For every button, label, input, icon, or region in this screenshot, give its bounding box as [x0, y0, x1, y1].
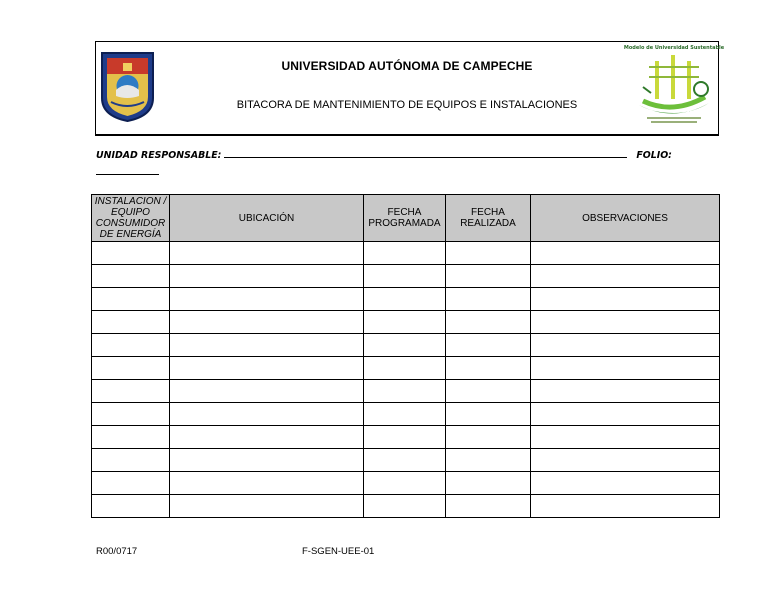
table-cell[interactable] [92, 288, 170, 311]
table-cell[interactable] [446, 472, 531, 495]
table-row [92, 472, 720, 495]
sustainable-logo-text: Modelo de Universidad Sustentable [623, 45, 725, 51]
table-cell[interactable] [446, 357, 531, 380]
header-scheduled-date: FECHA PROGRAMADA [364, 195, 446, 242]
table-row [92, 426, 720, 449]
table-cell[interactable] [364, 265, 446, 288]
maintenance-log-table [91, 194, 720, 518]
table-row [92, 380, 720, 403]
table-row [92, 334, 720, 357]
table-body [92, 242, 720, 518]
responsible-unit-field [96, 149, 716, 179]
table-cell[interactable] [364, 334, 446, 357]
table-cell[interactable] [446, 334, 531, 357]
table-header-row [92, 195, 720, 242]
table-row [92, 357, 720, 380]
table-cell[interactable] [170, 265, 364, 288]
table-row [92, 449, 720, 472]
table-cell[interactable] [92, 380, 170, 403]
table-cell[interactable] [170, 242, 364, 265]
table-cell[interactable] [92, 403, 170, 426]
table-cell[interactable] [92, 357, 170, 380]
revision-code: R00/0717 [96, 546, 138, 557]
table-cell[interactable] [92, 449, 170, 472]
table-cell[interactable] [92, 242, 170, 265]
table-cell[interactable] [531, 265, 720, 288]
table-cell[interactable] [364, 403, 446, 426]
table-cell[interactable] [446, 449, 531, 472]
table-cell[interactable] [446, 311, 531, 334]
table-cell[interactable] [170, 311, 364, 334]
table-cell[interactable] [92, 472, 170, 495]
table-cell[interactable] [531, 403, 720, 426]
table-row [92, 403, 720, 426]
table-cell[interactable] [92, 426, 170, 449]
table-cell[interactable] [446, 403, 531, 426]
table-cell[interactable] [170, 334, 364, 357]
table-cell[interactable] [170, 357, 364, 380]
table-cell[interactable] [531, 472, 720, 495]
table-cell[interactable] [364, 495, 446, 518]
table-cell[interactable] [531, 426, 720, 449]
form-code: F-SGEN-UEE-01 [302, 546, 375, 557]
table-cell[interactable] [170, 288, 364, 311]
unit-label: UNIDAD RESPONSABLE: [96, 150, 222, 161]
table-cell[interactable] [170, 403, 364, 426]
table-cell[interactable] [446, 288, 531, 311]
table-cell[interactable] [531, 242, 720, 265]
table-cell[interactable] [170, 472, 364, 495]
table-cell[interactable] [364, 242, 446, 265]
document-header [95, 41, 725, 136]
table-cell[interactable] [446, 242, 531, 265]
table-row [92, 242, 720, 265]
table-cell[interactable] [531, 449, 720, 472]
table-cell[interactable] [446, 380, 531, 403]
table-cell[interactable] [170, 426, 364, 449]
table-cell[interactable] [170, 495, 364, 518]
table-cell[interactable] [92, 495, 170, 518]
table-cell[interactable] [92, 334, 170, 357]
university-title: UNIVERSIDAD AUTÓNOMA DE CAMPECHE [281, 59, 533, 73]
table-cell[interactable] [364, 426, 446, 449]
header-observations: OBSERVACIONES [531, 195, 720, 242]
table-row [92, 311, 720, 334]
unit-blank-line[interactable] [224, 149, 627, 158]
table-cell[interactable] [531, 495, 720, 518]
table-cell[interactable] [531, 380, 720, 403]
table-cell[interactable] [446, 265, 531, 288]
document-subtitle: BITACORA DE MANTENIMIENTO DE EQUIPOS E INSTALACIONES [236, 99, 578, 111]
table-cell[interactable] [92, 311, 170, 334]
folio-label: FOLIO: [636, 150, 672, 161]
folio-blank-line[interactable] [96, 166, 159, 175]
table-cell[interactable] [531, 334, 720, 357]
table-cell[interactable] [446, 495, 531, 518]
header-installation: INSTALACION / EQUIPO CONSUMIDOR DE ENERGÍA [92, 195, 170, 242]
table-cell[interactable] [170, 449, 364, 472]
table-cell[interactable] [364, 472, 446, 495]
table-cell[interactable] [364, 311, 446, 334]
table-cell[interactable] [92, 265, 170, 288]
table-cell[interactable] [531, 357, 720, 380]
table-cell[interactable] [364, 288, 446, 311]
table-cell[interactable] [364, 380, 446, 403]
table-cell[interactable] [446, 426, 531, 449]
sustainable-university-logo [623, 43, 725, 127]
table-row [92, 265, 720, 288]
table-cell[interactable] [364, 357, 446, 380]
table-cell[interactable] [170, 380, 364, 403]
table-cell[interactable] [531, 288, 720, 311]
table-row [92, 288, 720, 311]
header-completed-date: FECHA REALIZADA [446, 195, 531, 242]
table-cell[interactable] [531, 311, 720, 334]
header-location: UBICACIÓN [170, 195, 364, 242]
table-cell[interactable] [364, 449, 446, 472]
table-row [92, 495, 720, 518]
